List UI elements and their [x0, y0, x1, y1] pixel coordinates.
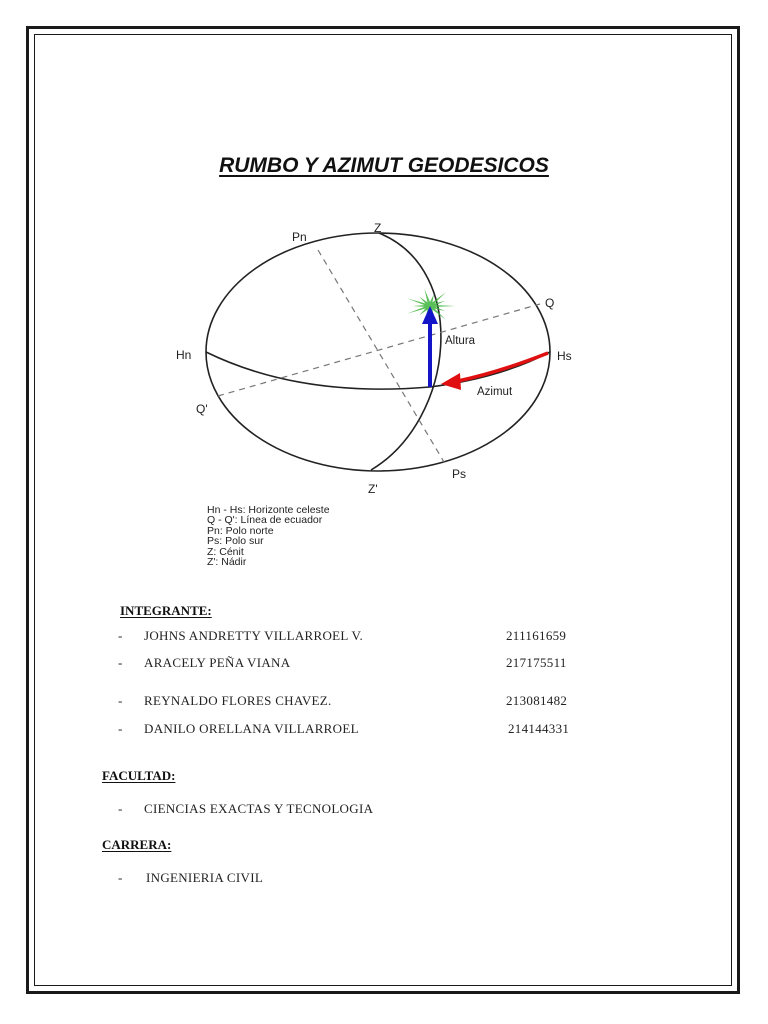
label-pn: Pn [292, 230, 307, 244]
member-name: ARACELY PEÑA VIANA [144, 655, 291, 670]
legend-item: Z: Cénit [207, 545, 244, 558]
legend-item: Z': Nádir [207, 556, 247, 569]
label-hn: Hn [176, 348, 192, 362]
label-azimut: Azimut [477, 386, 513, 398]
member-code: 211161659 [506, 628, 567, 643]
legend-item: Pn: Polo norte [207, 524, 274, 537]
diagram-legend [207, 505, 330, 567]
member-name: DANILO ORELLANA VILLARROEL [144, 721, 359, 736]
label-ps: Ps [452, 467, 467, 481]
member-code: 214144331 [508, 721, 570, 736]
legend-item: Ps: Polo sur [207, 535, 264, 548]
member-code: 213081482 [506, 693, 568, 708]
label-q: Q [545, 296, 555, 310]
list-dash: - [118, 721, 123, 736]
equator-line [218, 304, 540, 396]
facultad-value: CIENCIAS EXACTAS Y TECNOLOGIA [144, 801, 374, 816]
integrantes-heading: INTEGRANTE: [120, 603, 212, 618]
member-name: JOHNS ANDRETTY VILLARROEL V. [144, 628, 364, 643]
label-z: Z [374, 221, 382, 235]
sphere-outline [206, 233, 550, 471]
list-dash: - [118, 801, 123, 816]
list-dash: - [118, 693, 123, 708]
polar-axis [318, 250, 444, 462]
carrera-heading: CARRERA: [102, 837, 172, 852]
azimut-arrowhead [441, 373, 461, 390]
member-name: REYNALDO FLORES CHAVEZ. [144, 693, 332, 708]
list-dash: - [118, 870, 123, 885]
list-dash: - [118, 655, 123, 670]
list-dash: - [118, 628, 123, 643]
facultad-heading: FACULTAD: [102, 768, 176, 783]
page-title: RUMBO Y AZIMUT GEODESICOS [219, 154, 549, 177]
azimut-arrow [458, 353, 548, 381]
carrera-value: INGENIERIA CIVIL [146, 870, 264, 885]
label-q-prime: Q' [196, 402, 208, 416]
legend-item: Hn - Hs: Horizonte celeste [207, 504, 330, 516]
label-hs: Hs [557, 349, 572, 363]
label-altura: Altura [445, 335, 476, 347]
label-z-prime: Z' [368, 482, 378, 496]
member-code: 217175511 [506, 655, 567, 670]
legend-item: Q - Q': Línea de ecuador [207, 514, 323, 527]
